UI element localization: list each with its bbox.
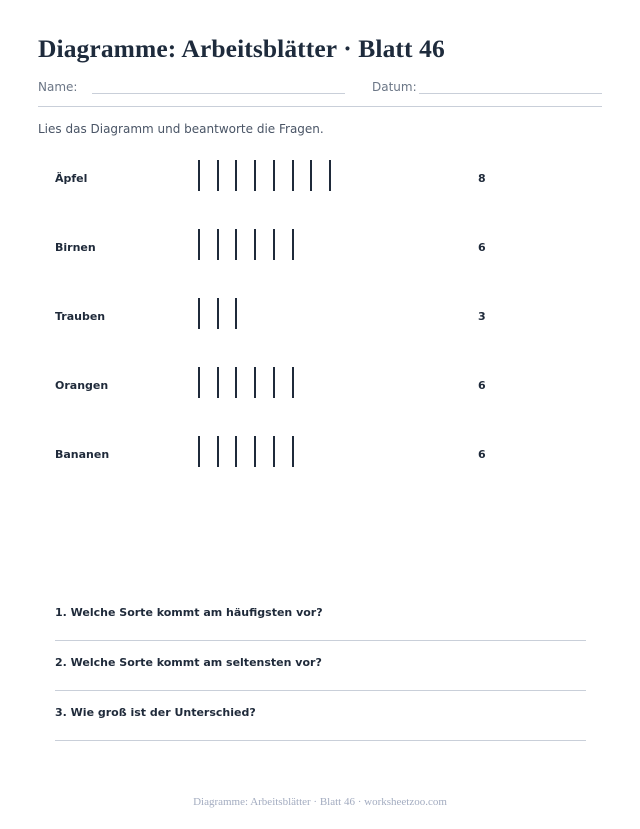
tally-mark xyxy=(198,160,200,191)
tally-mark xyxy=(217,298,219,329)
question-1: 1. Welche Sorte kommt am häufigsten vor? xyxy=(55,606,323,619)
row-label: Trauben xyxy=(55,310,106,323)
tally-mark xyxy=(273,160,275,191)
tally-mark xyxy=(254,160,256,191)
tally-row xyxy=(0,298,640,338)
tally-mark xyxy=(292,229,294,260)
header-divider xyxy=(38,106,602,107)
tally-mark xyxy=(329,160,331,191)
tally-row xyxy=(0,160,640,200)
row-label: Äpfel xyxy=(55,172,88,185)
tally-mark xyxy=(292,436,294,467)
tally-mark xyxy=(217,436,219,467)
tally-mark xyxy=(217,160,219,191)
date-field[interactable] xyxy=(419,93,602,94)
tally-mark xyxy=(217,367,219,398)
tally-mark xyxy=(310,160,312,191)
tally-mark xyxy=(235,436,237,467)
tally-mark xyxy=(198,298,200,329)
row-count: 6 xyxy=(478,379,486,392)
name-field[interactable] xyxy=(92,93,345,94)
row-count: 8 xyxy=(478,172,486,185)
tally-mark xyxy=(254,229,256,260)
row-count: 6 xyxy=(478,241,486,254)
tally-mark xyxy=(198,436,200,467)
tally-mark xyxy=(235,229,237,260)
tally-mark xyxy=(235,160,237,191)
tally-mark xyxy=(292,367,294,398)
tally-mark xyxy=(235,298,237,329)
tally-mark xyxy=(273,367,275,398)
question-3: 3. Wie groß ist der Unterschied? xyxy=(55,706,256,719)
answer-line-1[interactable] xyxy=(55,640,586,641)
row-label: Orangen xyxy=(55,379,109,392)
question-2: 2. Welche Sorte kommt am seltensten vor? xyxy=(55,656,322,669)
tally-mark xyxy=(235,367,237,398)
page-title: Diagramme: Arbeitsblätter · Blatt 46 xyxy=(38,34,445,63)
tally-mark xyxy=(217,229,219,260)
tally-row xyxy=(0,436,640,476)
date-label: Datum: xyxy=(372,80,417,94)
row-count: 3 xyxy=(478,310,486,323)
tally-mark xyxy=(292,160,294,191)
tally-mark xyxy=(273,436,275,467)
tally-row xyxy=(0,229,640,269)
tally-mark xyxy=(254,367,256,398)
tally-mark xyxy=(198,229,200,260)
tally-mark xyxy=(254,436,256,467)
tally-row xyxy=(0,367,640,407)
answer-line-3[interactable] xyxy=(55,740,586,741)
tally-mark xyxy=(273,229,275,260)
page-footer: Diagramme: Arbeitsblätter · Blatt 46 · worksheetzoo.com xyxy=(193,796,447,808)
name-label: Name: xyxy=(38,80,78,94)
row-label: Birnen xyxy=(55,241,96,254)
answer-line-2[interactable] xyxy=(55,690,586,691)
row-count: 6 xyxy=(478,448,486,461)
instructions: Lies das Diagramm und beantworte die Fragen. xyxy=(38,122,324,136)
row-label: Bananen xyxy=(55,448,110,461)
tally-mark xyxy=(198,367,200,398)
